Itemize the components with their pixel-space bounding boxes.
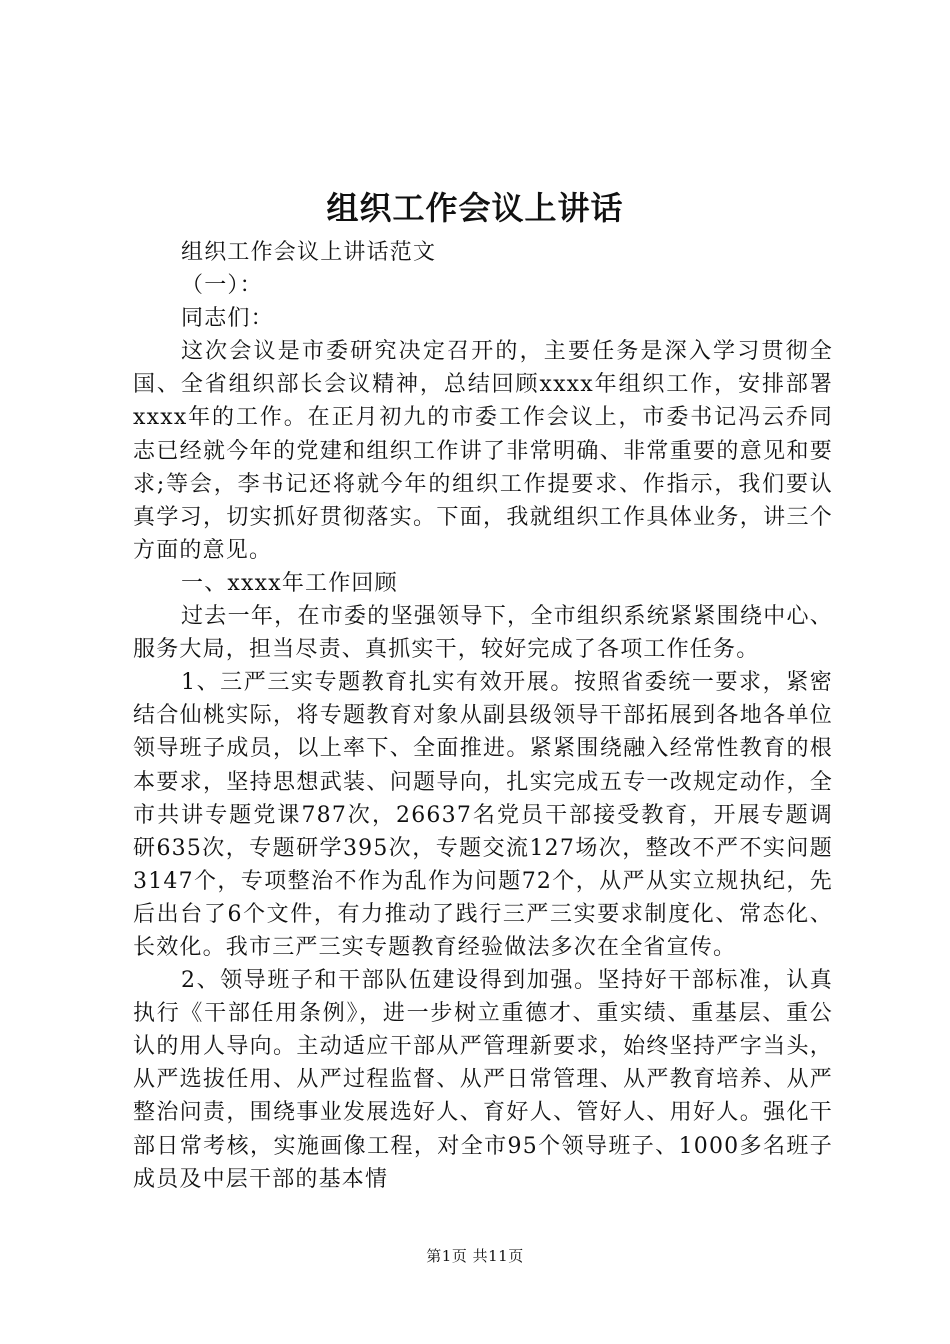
paragraph-point-1: 1、三严三实专题教育扎实有效开展。按照省委统一要求，紧密结合仙桃实际，将专题教育对象从副县级领导干部拓展到各地各单位领导班子成员，以上率下、全面推进。紧紧围绕融入经常性教育的根本要求，坚持思想武装、问题导向，扎实完成五专一改规定动作，全市共讲专题党课787次，26637名党员干部接受教育，开展专题调研635次，专题研学395次，专题交流127场次，整改不严不实问题3147个，专项整治不作为乱作为问题72个，从严从实立规执纪，先后出台了6个文件，有力推动了践行三严三实要求制度化、常态化、长效化。我市三严三实专题教育经验做法多次在全省宣传。 <box>133 670 833 960</box>
paragraph-point-2: 2、领导班子和干部队伍建设得到加强。坚持好干部标准，认真执行《干部任用条例》，进一步树立重德才、重实绩、重基层、重公认的用人导向。主动适应干部从严管理新要求，始终坚持严字当头，从严选拔任用、从严过程监督、从严日常管理、从严教育培养、从严整治问责，围绕事业发展选好人、育好人、管好人、用好人。强化干部日常考核，实施画像工程，对全市95个领导班子、1000多名班子成员及中层干部的基本情 <box>133 968 833 1192</box>
paragraph-section-marker: （一）： <box>181 273 263 299</box>
paragraph-salutation: 同志们： <box>181 306 274 332</box>
paragraph-heading-review: 一、xxxx年工作回顾 <box>181 570 398 596</box>
page-footer: 第1页 共11页 <box>426 1247 524 1265</box>
paragraph-subtitle: 组织工作会议上讲话范文 <box>181 240 437 265</box>
document-body <box>133 236 833 1196</box>
paragraph-summary: 过去一年，在市委的坚强领导下，全市组织系统紧紧围绕中心、服务大局，担当尽责、真抓实干，较好完成了各项工作任务。 <box>133 604 833 663</box>
paragraph-intro: 这次会议是市委研究决定召开的，主要任务是深入学习贯彻全国、全省组织部长会议精神，总结回顾xxxx年组织工作，安排部署xxxx年的工作。在正月初九的市委工作会议上，市委书记冯云乔同志已经就今年的党建和组织工作讲了非常明确、非常重要的意见和要求;等会，李书记还将就今年的组织工作提要求、作指示，我们要认真学习，切实抓好贯彻落实。下面，我就组织工作具体业务，讲三个方面的意见。 <box>133 339 833 563</box>
document-title: 组织工作会议上讲话 <box>326 189 624 227</box>
